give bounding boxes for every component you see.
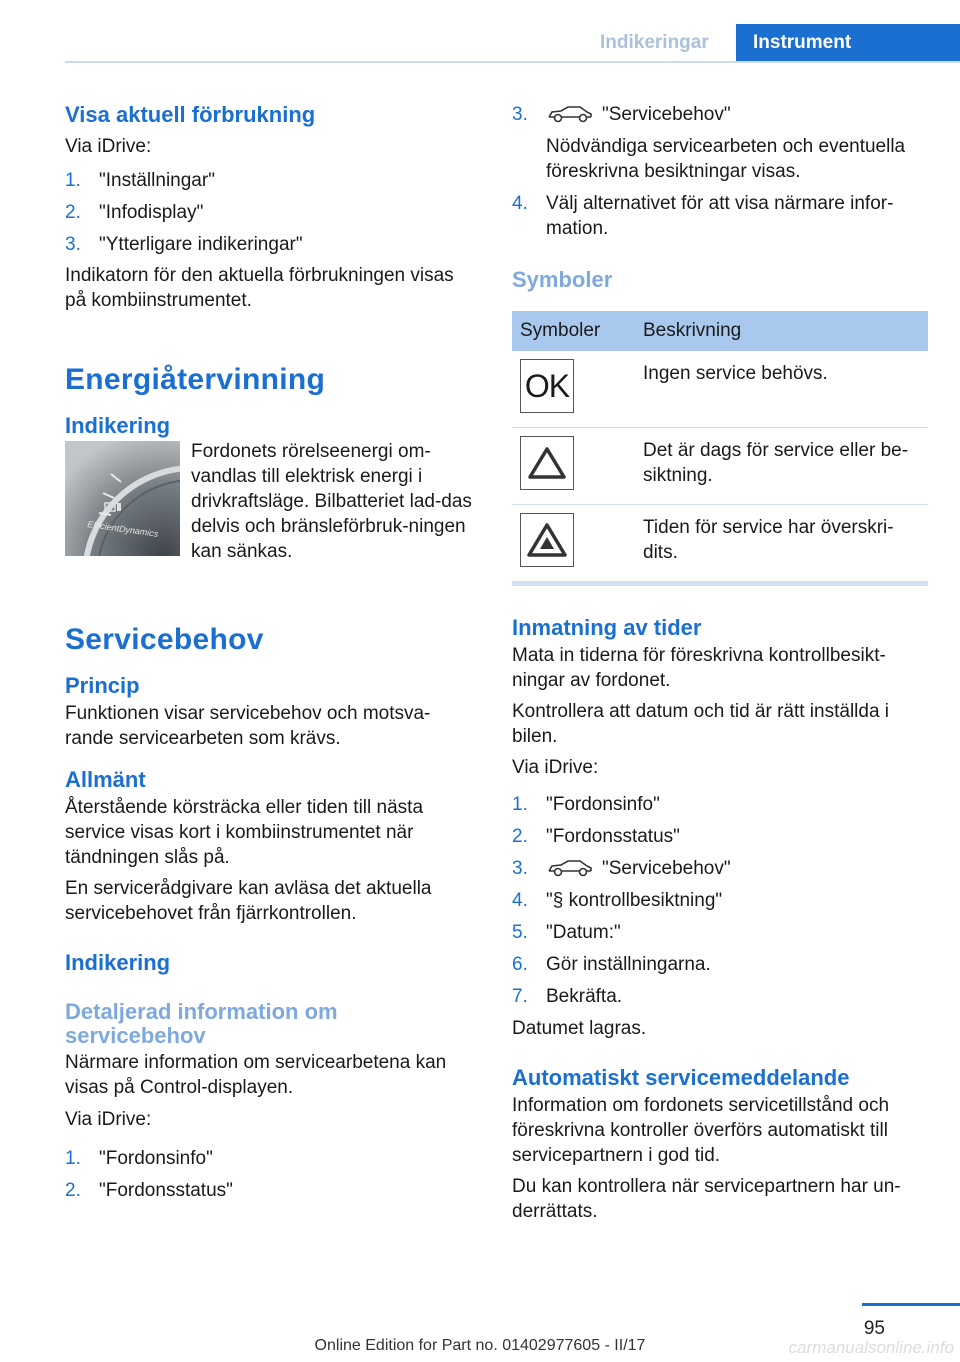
princip-text: Funktionen visar servicebehov och motsva-rande servicearbeten som krävs. (65, 703, 431, 749)
table-row (512, 351, 928, 428)
list-item (512, 824, 928, 849)
energi-sub: Indikering (65, 413, 171, 438)
header-tab: Instrument (736, 24, 960, 63)
step-text: "Infodisplay" (99, 202, 204, 223)
footer-rule (862, 1303, 960, 1306)
step-text: "Datum:" (546, 922, 621, 943)
double-triangle-icon (520, 513, 574, 567)
step-number: 2. (65, 1180, 81, 1201)
visa-title: Visa aktuell förbrukning (65, 102, 316, 127)
table-header-description: Beskrivning (635, 311, 928, 351)
indikering-title: Indikering (65, 950, 171, 975)
list-item (65, 232, 477, 257)
step-number: 1. (512, 794, 528, 815)
list-item (512, 952, 928, 977)
description-cell: Tiden för service har överskri-dits. (635, 505, 928, 582)
auto-title: Automatiskt servicemeddelande (512, 1065, 850, 1090)
right-column (512, 102, 928, 1224)
car-icon (546, 857, 594, 877)
inmatning-title: Inmatning av tider (512, 615, 702, 640)
header-section-label: Indikeringar (600, 32, 709, 53)
detalj-title: Detaljerad information om servicebehov (65, 999, 338, 1048)
inmatning-text-1: Mata in tiderna för föreskrivna kontrollbesikt-ningar av fordonet. (512, 645, 886, 691)
step-text: "Inställningar" (99, 170, 215, 191)
visa-via: Via iDrive: (65, 136, 152, 157)
car-icon (546, 103, 594, 123)
list-item (512, 920, 928, 945)
step-text: "Fordonsstatus" (99, 1180, 233, 1201)
step-number: 7. (512, 986, 528, 1007)
inmatning-saved: Datumet lagras. (512, 1018, 647, 1039)
symbol-cell (512, 428, 635, 505)
step-text: "Servicebehov" (602, 858, 731, 879)
step-sub-text: Nödvändiga servicearbeten och eventuella föreskrivna besiktningar visas. (546, 136, 906, 182)
visa-steps (65, 168, 477, 257)
step-text: "Fordonsinfo" (99, 1148, 213, 1169)
inmatning-via: Via iDrive: (512, 757, 599, 778)
step-text: "Fordonsstatus" (546, 826, 680, 847)
table-end-rule (512, 582, 928, 586)
left-column (65, 102, 477, 1203)
ok-symbol-text: OK (524, 367, 570, 404)
watermark: carmanualsonline.info (788, 1338, 954, 1357)
cont-steps (512, 102, 928, 241)
step-text: Gör inställningarna. (546, 954, 711, 975)
energi-block (65, 439, 477, 569)
auto-text-2: Du kan kontrollera när servicepartnern har un-derrättats. (512, 1176, 901, 1222)
energy-gauge-image (65, 441, 180, 556)
page-number: 95 (863, 1318, 885, 1339)
inmatning-text-2: Kontrollera att datum och tid är rätt inställda i bilen. (512, 701, 890, 747)
step-number: 4. (512, 193, 528, 214)
warning-triangle-icon (520, 436, 574, 490)
description-cell: Ingen service behövs. (635, 351, 928, 428)
symboler-title: Symboler (512, 267, 613, 292)
step-number: 3. (512, 858, 528, 879)
service-title: Servicebehov (65, 623, 264, 656)
service-via: Via iDrive: (65, 1109, 152, 1130)
gauge-label: EfficientDynamics (86, 519, 159, 539)
header-rule (65, 61, 960, 63)
step-text: "Servicebehov" (602, 104, 731, 125)
step-text: "§ kontrollbesiktning" (546, 890, 723, 911)
energi-title: Energiåtervinning (65, 363, 326, 396)
visa-note: Indikatorn för den aktuella förbrukningen visas på kombiinstrumentet. (65, 265, 454, 311)
princip-title: Princip (65, 673, 140, 698)
step-number: 2. (512, 826, 528, 847)
ok-symbol-icon (520, 359, 574, 413)
list-item (512, 792, 928, 817)
inmatning-steps (512, 792, 928, 1009)
step-number: 3. (65, 234, 81, 255)
symbol-cell (512, 505, 635, 582)
step-text: Välj alternativet för att visa närmare infor-mation. (546, 193, 894, 239)
table-row (512, 505, 928, 582)
symbol-table (512, 311, 928, 582)
service-steps (65, 1146, 477, 1203)
list-item (512, 102, 928, 184)
description-cell: Det är dags för service eller be-siktning. (635, 428, 928, 505)
detalj-text: Närmare information om servicearbetena kan visas på Control-displayen. (65, 1052, 447, 1098)
table-header-symbols: Symboler (512, 311, 635, 351)
step-number: 2. (65, 202, 81, 223)
list-item (65, 1146, 477, 1171)
allmant-text-1: Återstående körsträcka eller tiden till nästa service visas kort i kombiinstrumentet när tändningen slås på. (65, 797, 424, 868)
allmant-text-2: En servicerådgivare kan avläsa det aktuella servicebehovet från fjärrkontrollen. (65, 878, 432, 924)
list-item (65, 1178, 477, 1203)
step-text: Bekräfta. (546, 986, 623, 1007)
step-number: 5. (512, 922, 528, 943)
auto-text-1: Information om fordonets servicetillstånd och föreskrivna kontroller överförs automatiskt till servicepartnern i god tid. (512, 1095, 890, 1166)
gauge-icon (65, 441, 180, 556)
step-number: 4. (512, 890, 528, 911)
step-number: 6. (512, 954, 528, 975)
table-row (512, 428, 928, 505)
list-item (65, 168, 477, 193)
list-item (65, 200, 477, 225)
list-item (512, 888, 928, 913)
table-header-row (512, 311, 928, 351)
energi-text: Fordonets rörelseenergi om-vandlas till elektrisk energi i drivkraftsläge. Bilbatteriet lad-das delvis och bränsleförbruk-ningen kan sänkas. (191, 441, 472, 562)
step-number: 1. (65, 1148, 81, 1169)
step-number: 3. (512, 104, 528, 125)
symbol-cell (512, 351, 635, 428)
footer-edition: Online Edition for Part no. 01402977605 - II/17 (314, 1337, 646, 1354)
list-item (512, 191, 928, 241)
list-item (512, 856, 928, 881)
step-text: "Fordonsinfo" (546, 794, 660, 815)
step-text: "Ytterligare indikeringar" (99, 234, 303, 255)
step-number: 1. (65, 170, 81, 191)
allmant-title: Allmänt (65, 767, 146, 792)
list-item (512, 984, 928, 1009)
